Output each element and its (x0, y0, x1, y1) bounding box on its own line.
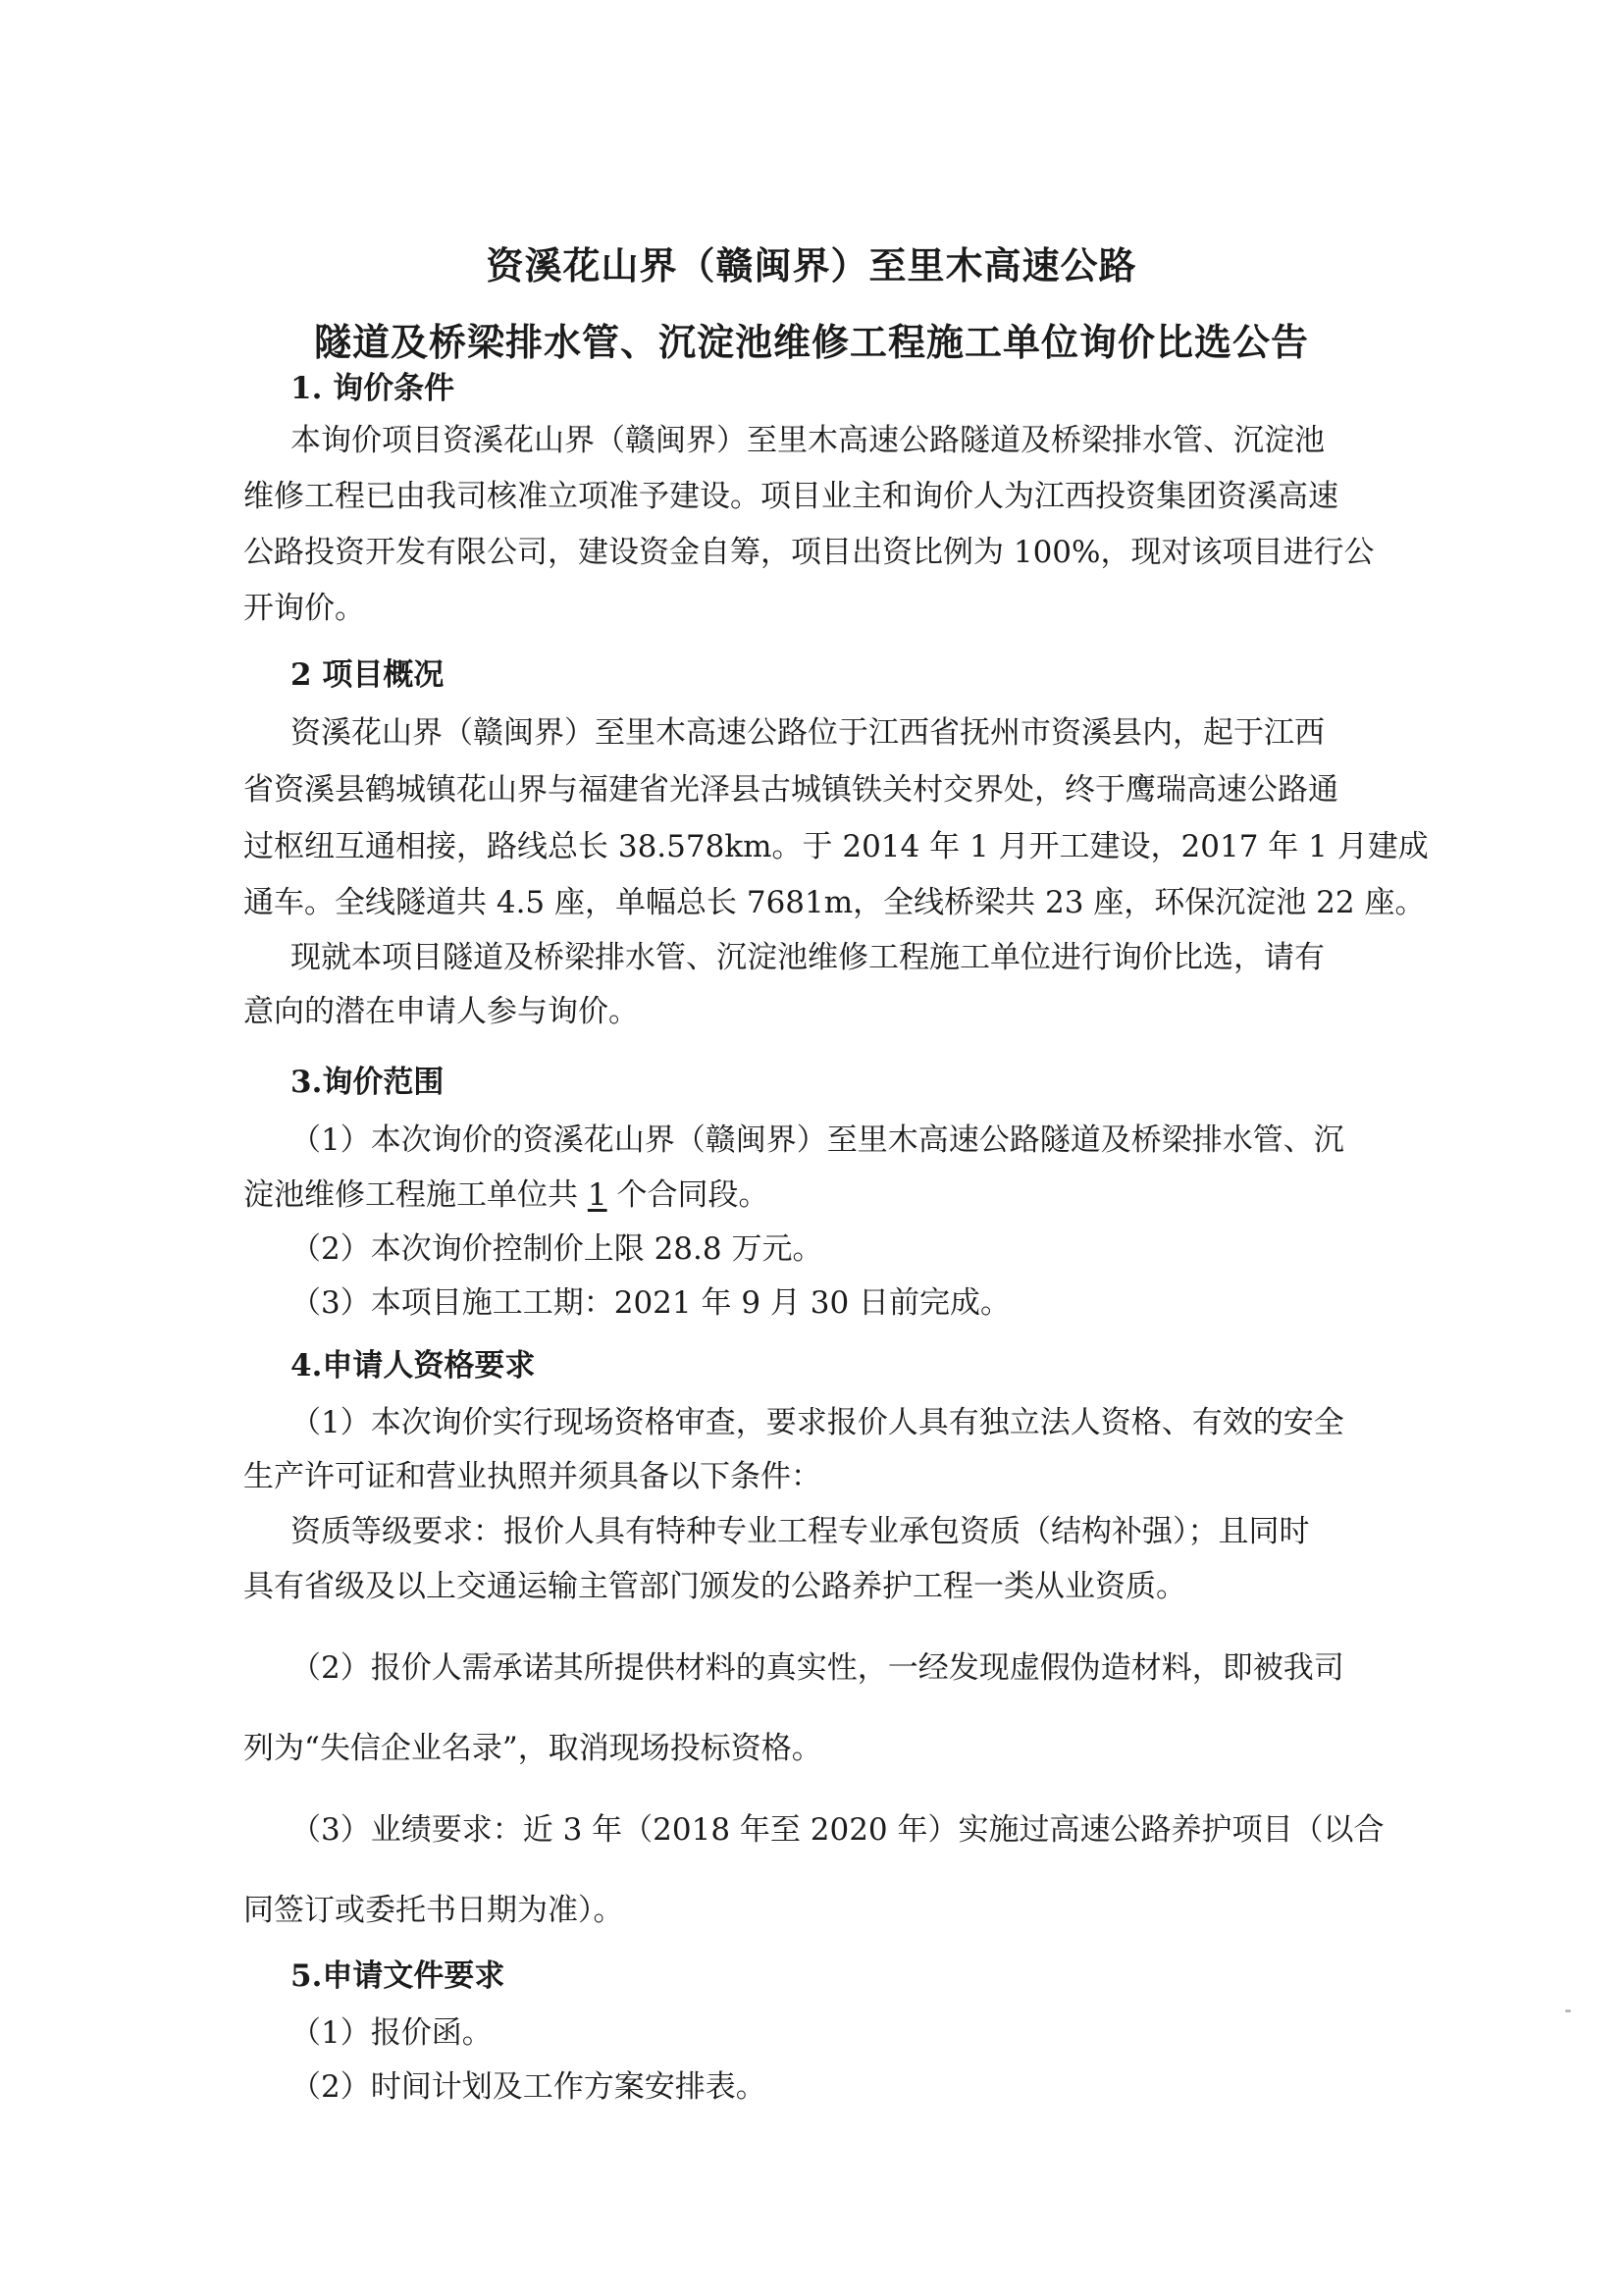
section3-line: （3）本项目施工工期：2021 年 9 月 30 日前完成。 (290, 1285, 1012, 1321)
section2-line: 过枢纽互通相接，路线总长 38.578km。于 2014 年 1 月开工建设，2017 年 1 月建成 (243, 829, 1429, 864)
section3-line: （2）本次询价控制价上限 28.8 万元。 (290, 1231, 823, 1267)
contract-section-count: 1 (587, 1177, 607, 1213)
section5-heading: 5.申请文件要求 (290, 1958, 505, 1994)
section2-line: 通车。全线隧道共 4.5 座，单幅总长 7681m，全线桥梁共 23 座，环保沉淀池 22 座。 (243, 885, 1426, 920)
section4-line: 同签订或委托书日期为准）。 (243, 1893, 624, 1928)
section4-line: 生产许可证和营业执照并须具备以下条件： (243, 1459, 821, 1494)
section4-heading: 4.申请人资格要求 (290, 1348, 536, 1383)
section3-line: （1）本次询价的资溪花山界（赣闽界）至里木高速公路隧道及桥梁排水管、沉 (290, 1122, 1344, 1158)
section4-line: 具有省级及以上交通运输主管部门颁发的公路养护工程一类从业资质。 (243, 1569, 1186, 1604)
section4-line: 列为“失信企业名录”，取消现场投标资格。 (243, 1731, 822, 1766)
section3-line2-prefix: 淀池维修工程施工单位共 (243, 1177, 588, 1213)
section4-line: 资质等级要求：报价人具有特种专业工程专业承包资质（结构补强）；且同时 (290, 1514, 1310, 1549)
section2-heading: 2 项目概况 (290, 657, 445, 693)
section4-line: （2）报价人需承诺其所提供材料的真实性，一经发现虚假伪造材料，即被我司 (290, 1650, 1344, 1686)
section1-line: 开询价。 (243, 591, 365, 626)
section1-line: 本询价项目资溪花山界（赣闽界）至里木高速公路隧道及桥梁排水管、沉淀池 (290, 423, 1325, 458)
section1-heading: 1. 询价条件 (290, 371, 455, 406)
section1-line: 维修工程已由我司核准立项准予建设。项目业主和询价人为江西投资集团资溪高速 (243, 479, 1338, 514)
section3-heading: 3.询价范围 (290, 1065, 445, 1100)
document-title-line1: 资溪花山界（赣闽界）至里木高速公路 (486, 244, 1137, 287)
section2-line: 现就本项目隧道及桥梁排水管、沉淀池维修工程施工单位进行询价比选，请有 (290, 940, 1325, 975)
section4-line: （3）业绩要求：近 3 年（2018 年至 2020 年）实施过高速公路养护项目（以合 (290, 1812, 1385, 1848)
section4-line: （1）本次询价实行现场资格审查，要求报价人具有独立法人资格、有效的安全 (290, 1405, 1344, 1440)
section5-line: （1）报价函。 (290, 2015, 493, 2051)
section5-line: （2）时间计划及工作方案安排表。 (290, 2069, 766, 2105)
document-title-line2: 隧道及桥梁排水管、沉淀池维修工程施工单位询价比选公告 (313, 321, 1309, 364)
section1-line: 公路投资开发有限公司，建设资金自筹，项目出资比例为 100%，现对该项目进行公 (243, 535, 1375, 570)
section3-line (243, 1175, 768, 1215)
section3-line2-suffix: 个合同段。 (606, 1177, 769, 1213)
section2-line: 省资溪县鹤城镇花山界与福建省光泽县古城镇铁关村交界处，终于鹰瑞高速公路通 (243, 772, 1338, 808)
section2-line: 资溪花山界（赣闽界）至里木高速公路位于江西省抚州市资溪县内，起于江西 (290, 715, 1325, 751)
section2-line: 意向的潜在申请人参与询价。 (243, 994, 639, 1029)
scan-speck (1565, 2009, 1571, 2012)
